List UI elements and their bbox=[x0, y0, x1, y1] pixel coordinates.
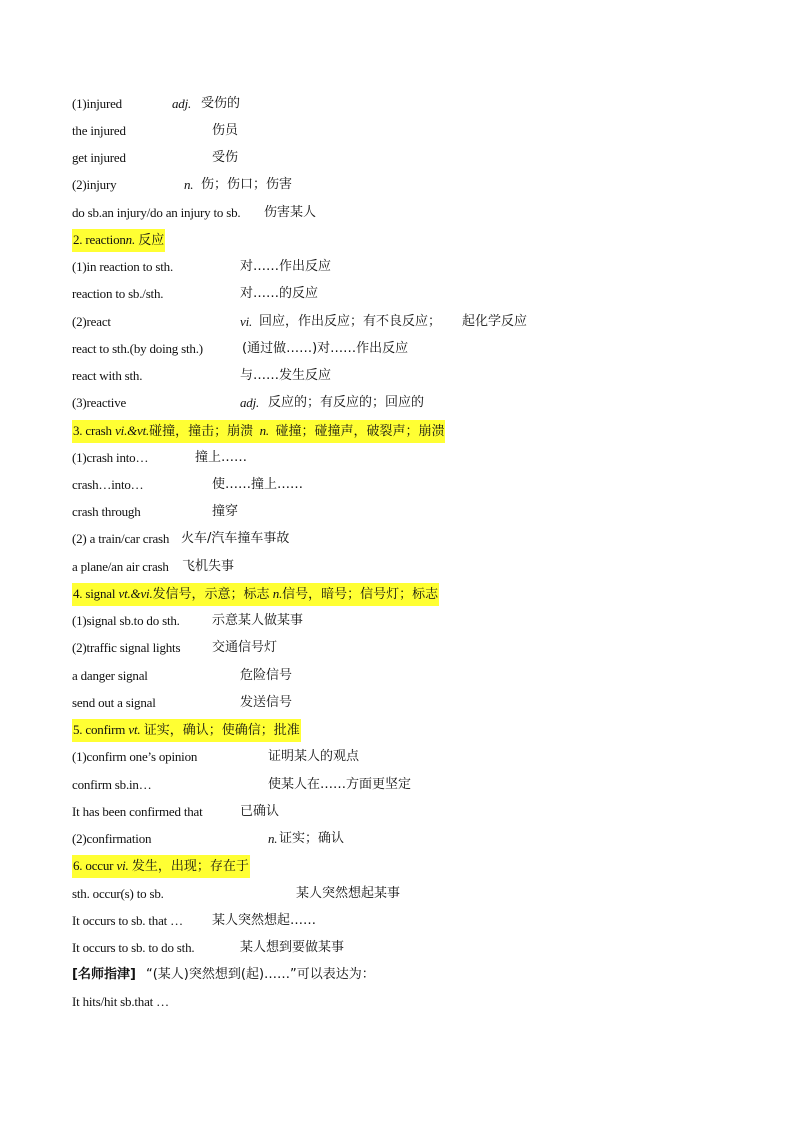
chinese-meaning: 反应的；有反应的；回应的 bbox=[268, 395, 425, 410]
english-phrase: crash through bbox=[72, 504, 141, 519]
english-phrase: It has been confirmed that bbox=[72, 804, 203, 819]
heading-highlight: 5. confirm vt. 证实，确认；使确信；批准 bbox=[72, 719, 301, 742]
english-phrase: react to sth.(by doing sth.) bbox=[72, 341, 203, 356]
english-phrase: (1)confirm one’s opinion bbox=[72, 749, 198, 764]
english-phrase: a danger signal bbox=[72, 668, 148, 683]
tip-label: [名师指津] bbox=[72, 967, 136, 982]
chinese-meaning: 交通信号灯 bbox=[212, 640, 278, 655]
english-phrase: It occurs to sb. to do sth. bbox=[72, 940, 195, 955]
chinese-meaning: 撞穿 bbox=[212, 504, 239, 519]
english-phrase: (1)in reaction to sth. bbox=[72, 259, 174, 274]
english-phrase: (2)react bbox=[72, 314, 111, 329]
english-phrase: (2)traffic signal lights bbox=[72, 640, 181, 655]
english-phrase: It hits/hit sb.that … bbox=[72, 994, 169, 1009]
chinese-meaning: 火车/汽车撞车事故 bbox=[181, 531, 290, 546]
english-phrase: (2)injury bbox=[72, 177, 117, 192]
chinese-meaning: 已确认 bbox=[240, 804, 280, 819]
english-phrase: (1)injured bbox=[72, 96, 122, 111]
chinese-meaning: 发送信号 bbox=[240, 695, 293, 710]
heading-highlight: 2. reactionn. 反应 bbox=[72, 229, 165, 252]
part-of-speech: n. bbox=[268, 831, 278, 846]
english-phrase: (3)reactive bbox=[72, 395, 127, 410]
chinese-meaning: 对……作出反应 bbox=[240, 259, 332, 274]
chinese-meaning: 示意某人做某事 bbox=[212, 613, 304, 628]
english-phrase: confirm sb.in… bbox=[72, 777, 152, 792]
chinese-meaning-extra: 起化学反应 bbox=[462, 314, 528, 329]
chinese-meaning: 伤；伤口；伤害 bbox=[201, 177, 293, 192]
part-of-speech: adj. bbox=[172, 96, 192, 111]
chinese-meaning: 受伤的 bbox=[201, 96, 241, 111]
chinese-meaning: 某人突然想起某事 bbox=[296, 886, 401, 901]
english-phrase: get injured bbox=[72, 150, 126, 165]
chinese-meaning: 使……撞上…… bbox=[212, 477, 304, 492]
chinese-meaning: 受伤 bbox=[212, 150, 239, 165]
english-phrase: crash…into… bbox=[72, 477, 144, 492]
tip-text: “(某人)突然想到(起)……”可以表达为： bbox=[146, 967, 375, 982]
english-phrase: the injured bbox=[72, 123, 126, 138]
chinese-meaning: 伤员 bbox=[212, 123, 239, 138]
chinese-meaning: 使某人在……方面更坚定 bbox=[268, 777, 412, 792]
english-phrase: react with sth. bbox=[72, 368, 143, 383]
chinese-meaning: 对……的反应 bbox=[240, 286, 319, 301]
part-of-speech: n. bbox=[184, 177, 194, 192]
chinese-meaning: 飞机失事 bbox=[182, 559, 235, 574]
english-phrase: (2) a train/car crash bbox=[72, 531, 170, 546]
heading-highlight: 4. signal vt.&vi.发信号，示意；标志 n.信号，暗号；信号灯；标志 bbox=[72, 583, 439, 606]
chinese-meaning: 某人突然想起…… bbox=[212, 913, 317, 928]
chinese-meaning: 伤害某人 bbox=[264, 205, 317, 220]
chinese-meaning: 某人想到要做某事 bbox=[240, 940, 345, 955]
chinese-meaning: 证明某人的观点 bbox=[268, 749, 360, 764]
chinese-meaning: 撞上…… bbox=[195, 450, 248, 465]
chinese-meaning: 与……发生反应 bbox=[240, 368, 332, 383]
chinese-meaning: 回应，作出反应；有不良反应； bbox=[259, 314, 442, 329]
english-phrase: a plane/an air crash bbox=[72, 559, 169, 574]
part-of-speech: vi. bbox=[240, 314, 253, 329]
english-phrase: send out a signal bbox=[72, 695, 156, 710]
english-phrase: sth. occur(s) to sb. bbox=[72, 886, 164, 901]
chinese-meaning: 危险信号 bbox=[240, 668, 293, 683]
heading-highlight: 3. crash vi.&vt.碰撞，撞击；崩溃 n. 碰撞；碰撞声，破裂声；崩溃 bbox=[72, 420, 445, 443]
english-phrase: (2)confirmation bbox=[72, 831, 152, 846]
part-of-speech: adj. bbox=[240, 395, 260, 410]
english-phrase: do sb.an injury/do an injury to sb. bbox=[72, 205, 241, 220]
english-phrase: (1)crash into… bbox=[72, 450, 149, 465]
heading-highlight: 6. occur vi. 发生，出现；存在于 bbox=[72, 855, 250, 878]
english-phrase: reaction to sb./sth. bbox=[72, 286, 164, 301]
chinese-meaning: (通过做……)对……作出反应 bbox=[242, 341, 409, 356]
english-phrase: (1)signal sb.to do sth. bbox=[72, 613, 180, 628]
english-phrase: It occurs to sb. that … bbox=[72, 913, 183, 928]
chinese-meaning: 证实；确认 bbox=[279, 831, 345, 846]
